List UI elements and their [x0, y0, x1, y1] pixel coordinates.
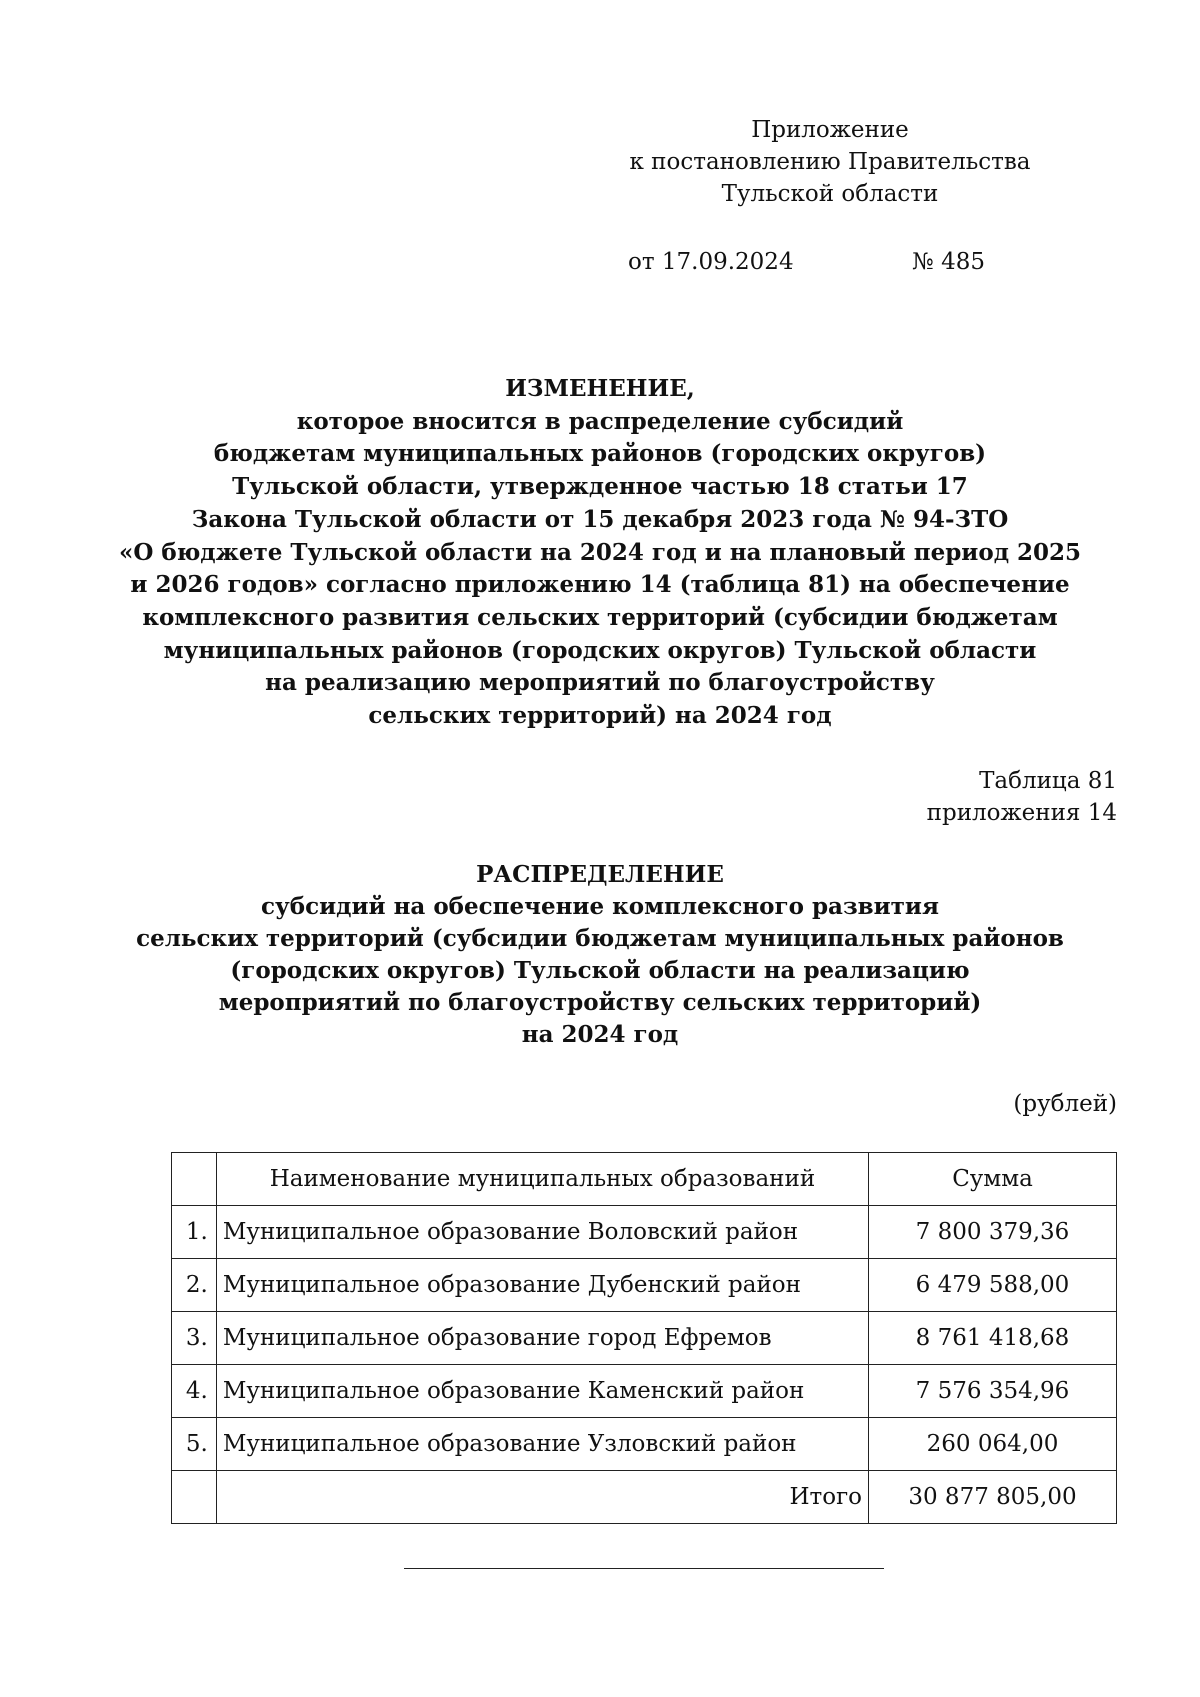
row-sum: 260 064,00	[869, 1418, 1117, 1471]
change-heading-line: которое вносится в распределение субсидий	[296, 407, 904, 435]
row-name: Муниципальное образование Воловский район	[216, 1206, 868, 1259]
table-row	[172, 1418, 1117, 1471]
appendix-region: Тульской области	[721, 181, 939, 207]
row-number: 1.	[172, 1206, 217, 1259]
resolution-date: от 17.09.2024	[628, 249, 794, 275]
row-sum: 7 576 354,96	[869, 1365, 1117, 1418]
distribution-table	[171, 1152, 1117, 1524]
row-number: 2.	[172, 1259, 217, 1312]
distribution-heading-line: (городских округов) Тульской области на реализацию	[230, 957, 970, 984]
units-label: (рублей)	[1013, 1091, 1117, 1117]
header-number-cell	[172, 1153, 217, 1206]
distribution-heading-line: мероприятий по благоустройству сельских территорий)	[218, 989, 982, 1016]
table-row	[172, 1206, 1117, 1259]
change-heading	[100, 373, 1100, 733]
header-name-cell: Наименование муниципальных образований	[216, 1153, 868, 1206]
distribution-heading	[100, 859, 1100, 1051]
row-sum: 6 479 588,00	[869, 1259, 1117, 1312]
change-heading-line: и 2026 годов» согласно приложению 14 (таблица 81) на обеспечение	[130, 571, 1070, 599]
total-empty-cell	[172, 1471, 217, 1524]
row-number: 4.	[172, 1365, 217, 1418]
change-heading-line: ИЗМЕНЕНИЕ,	[505, 375, 695, 402]
row-number: 3.	[172, 1312, 217, 1365]
change-heading-line: бюджетам муниципальных районов (городских округов)	[213, 440, 987, 468]
header-sum-cell: Сумма	[869, 1153, 1117, 1206]
change-heading-line: Закона Тульской области от 15 декабря 2023 года № 94-ЗТО	[191, 505, 1009, 533]
change-heading-line: Тульской области, утвержденное частью 18 статьи 17	[232, 473, 968, 501]
distribution-heading-line: субсидий на обеспечение комплексного развития	[261, 893, 939, 920]
change-heading-line: на реализацию мероприятий по благоустройству	[265, 669, 935, 697]
row-sum: 7 800 379,36	[869, 1206, 1117, 1259]
change-heading-line: комплексного развития сельских территорий (субсидии бюджетам	[142, 603, 1058, 631]
table-row	[172, 1312, 1117, 1365]
row-name: Муниципальное образование город Ефремов	[216, 1312, 868, 1365]
total-label: Итого	[216, 1471, 868, 1524]
table-reference	[927, 765, 1117, 829]
appendix-resolution: к постановлению Правительства	[629, 149, 1031, 175]
table-appendix: приложения 14	[926, 800, 1117, 826]
end-divider-line	[404, 1568, 884, 1569]
change-heading-line: муниципальных районов (городских округов) Тульской области	[163, 636, 1037, 664]
distribution-heading-line: на 2024 год	[521, 1021, 679, 1048]
row-sum: 8 761 418,68	[869, 1312, 1117, 1365]
table-row	[172, 1259, 1117, 1312]
appendix-block	[600, 114, 1060, 210]
appendix-title: Приложение	[751, 117, 909, 143]
table-header-row	[172, 1153, 1117, 1206]
row-number: 5.	[172, 1418, 217, 1471]
distribution-heading-line: сельских территорий (субсидии бюджетам муниципальных районов	[136, 925, 1064, 952]
distribution-heading-line: РАСПРЕДЕЛЕНИЕ	[476, 861, 724, 888]
row-name: Муниципальное образование Дубенский район	[216, 1259, 868, 1312]
table-row	[172, 1365, 1117, 1418]
row-name: Муниципальное образование Каменский район	[216, 1365, 868, 1418]
table-total-row	[172, 1471, 1117, 1524]
total-sum: 30 877 805,00	[869, 1471, 1117, 1524]
resolution-number: № 485	[912, 249, 985, 275]
table-number: Таблица 81	[979, 768, 1117, 794]
change-heading-line: сельских территорий) на 2024 год	[368, 702, 832, 730]
change-heading-line: «О бюджете Тульской области на 2024 год и на плановый период 2025	[118, 538, 1082, 566]
row-name: Муниципальное образование Узловский район	[216, 1418, 868, 1471]
